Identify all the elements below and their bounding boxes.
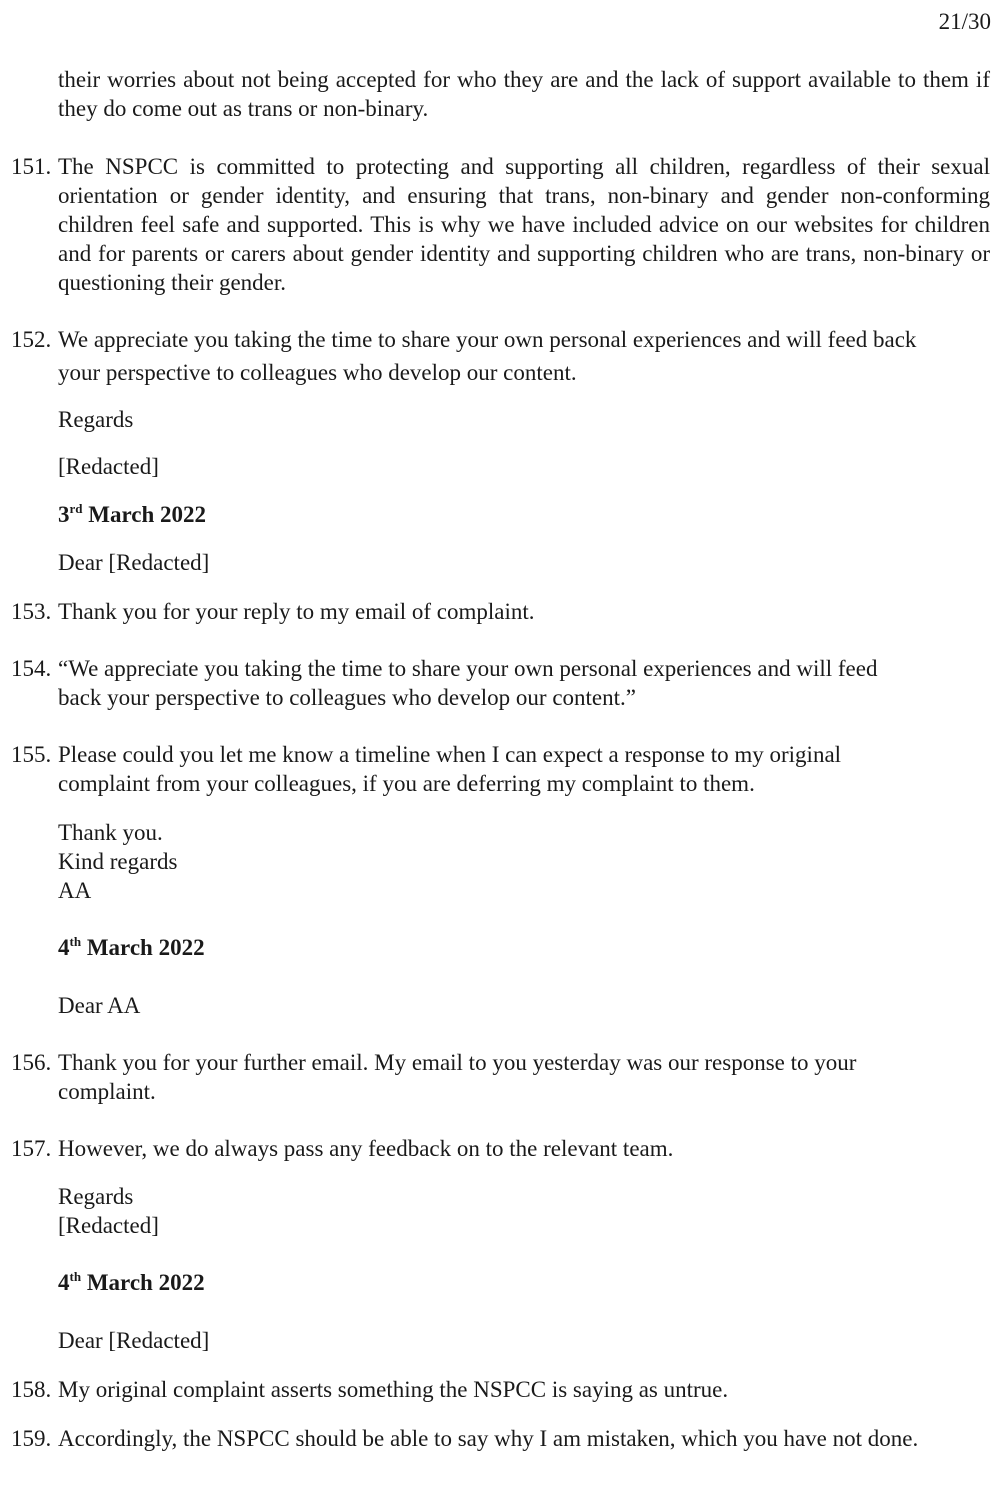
date-rest: March 2022	[81, 935, 205, 960]
paragraph-line: complaint from your colleagues, if you are deferring my complaint to them.	[58, 771, 755, 796]
paragraph-number: 154.	[11, 656, 52, 681]
paragraph-text: Accordingly, the NSPCC should be able to say why I am mistaken, which you have not done.	[58, 1426, 919, 1451]
signoff-closing: Kind regards	[58, 849, 178, 874]
paragraph-text: Thank you for your reply to my email of complaint.	[58, 599, 535, 624]
date-day: 3	[58, 502, 70, 527]
paragraph-154	[11, 654, 990, 712]
paragraph-line: back your perspective to colleagues who develop our content.”	[58, 685, 636, 710]
paragraph-line: We appreciate you taking the time to share your own personal experiences and will feed back	[58, 327, 917, 352]
date-rest: March 2022	[82, 502, 207, 527]
signoff-closing: Regards	[58, 407, 134, 432]
paragraph-156	[11, 1048, 990, 1106]
paragraph-155	[11, 740, 990, 798]
date-suffix: th	[69, 934, 82, 949]
date-suffix: th	[69, 1269, 82, 1284]
page-number: 21/30	[938, 9, 991, 34]
date-day: 4	[58, 935, 70, 960]
salutation: Dear [Redacted]	[58, 550, 210, 575]
paragraph-number: 159.	[11, 1426, 52, 1451]
signoff-name: AA	[58, 878, 92, 903]
paragraph-number: 153.	[11, 599, 52, 624]
paragraph-153	[11, 597, 990, 626]
signoff-block	[58, 1182, 990, 1240]
paragraph-151	[11, 152, 990, 297]
paragraph-number: 151.	[11, 154, 52, 179]
paragraph-152	[11, 325, 990, 387]
paragraph-158	[11, 1375, 990, 1404]
date-heading	[58, 933, 990, 962]
paragraph-line: Thank you for your further email. My email to you yesterday was our response to your	[58, 1050, 857, 1075]
paragraph-text: The NSPCC is committed to protecting and supporting all children, regardless of their sexual orientation or gender identity, and ensuring that trans, non-binary and gender non-conforming children feel safe and supported. This is why we have included advice on our websites for children and for parents or carers about gender identity and supporting children who are trans, non-binary or questioning their gender.	[58, 154, 990, 295]
intro-paragraph: their worries about not being accepted for who they are and the lack of support available to them if they do come out as trans or non-binary.	[58, 67, 990, 121]
salutation: Dear AA	[58, 993, 141, 1018]
paragraph-157	[11, 1134, 990, 1163]
paragraph-text: However, we do always pass any feedback on to the relevant team.	[58, 1136, 674, 1161]
signoff-thanks: Thank you.	[58, 820, 163, 845]
date-suffix: rd	[69, 501, 83, 516]
paragraph-line: complaint.	[58, 1079, 156, 1104]
paragraph-159	[11, 1424, 990, 1453]
paragraph-number: 156.	[11, 1050, 52, 1075]
paragraph-text: My original complaint asserts something the NSPCC is saying as untrue.	[58, 1377, 729, 1402]
signoff-name: [Redacted]	[58, 454, 159, 479]
paragraph-line: “We appreciate you taking the time to share your own personal experiences and will feed	[58, 656, 878, 681]
paragraph-number: 152.	[11, 327, 52, 352]
signoff-block	[58, 818, 990, 905]
date-heading	[58, 500, 990, 529]
date-day: 4	[58, 1270, 70, 1295]
salutation: Dear [Redacted]	[58, 1328, 210, 1353]
paragraph-line: Please could you let me know a timeline when I can expect a response to my original	[58, 742, 842, 767]
signoff-closing: Regards	[58, 1184, 134, 1209]
paragraph-line: your perspective to colleagues who develop our content.	[58, 360, 577, 385]
date-rest: March 2022	[81, 1270, 205, 1295]
paragraph-number: 157.	[11, 1136, 52, 1161]
signoff-name: [Redacted]	[58, 1213, 159, 1238]
paragraph-number: 155.	[11, 742, 52, 767]
paragraph-number: 158.	[11, 1377, 52, 1402]
date-heading	[58, 1268, 990, 1297]
